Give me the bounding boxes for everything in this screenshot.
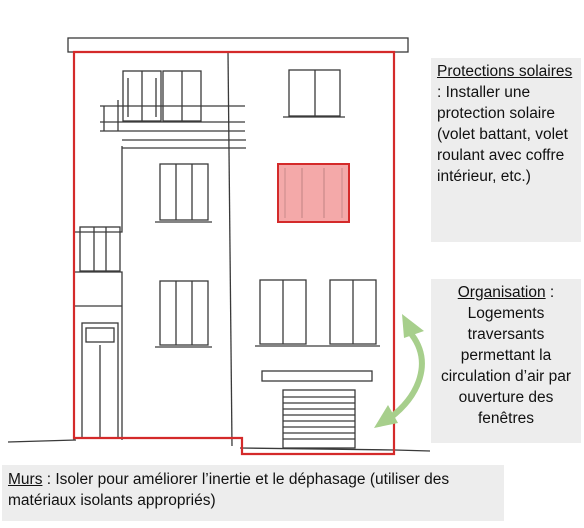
note-title: Protections solaires [437, 63, 573, 80]
note-separator: : [437, 84, 446, 101]
balcony [100, 100, 246, 148]
window-low-left [155, 281, 212, 347]
ground-line [8, 440, 430, 451]
entrance-door [82, 323, 118, 438]
left-volume [74, 146, 122, 440]
garage-door [283, 390, 355, 448]
window-side-left [80, 227, 120, 271]
window-mid-left [155, 164, 212, 222]
note-text: Logements traversants permettant la circulation d’air par ouverture des fenêtres [440, 305, 572, 427]
window-upper-left [123, 71, 201, 121]
note-protection-solaire [431, 58, 581, 242]
roof-cornice [68, 38, 408, 52]
note-organisation [431, 279, 581, 443]
note-murs [2, 465, 504, 521]
window-upper-right [283, 70, 345, 117]
note-separator: : [545, 284, 555, 301]
note-text: Installer une protection solaire (volet battant, volet roulant avec coffre intérieur, etc.) [437, 84, 568, 185]
center-party-wall [228, 52, 232, 446]
window-low-right [255, 280, 380, 381]
note-separator: : [42, 471, 56, 488]
note-title: Organisation [457, 284, 546, 301]
note-text: Isoler pour améliorer l’inertie et le déphasage (utiliser des matériaux isolants appropriés) [8, 471, 450, 509]
highlighted-window [278, 164, 349, 222]
note-title: Murs [8, 471, 43, 488]
air-circulation-arrow-icon [374, 314, 424, 428]
